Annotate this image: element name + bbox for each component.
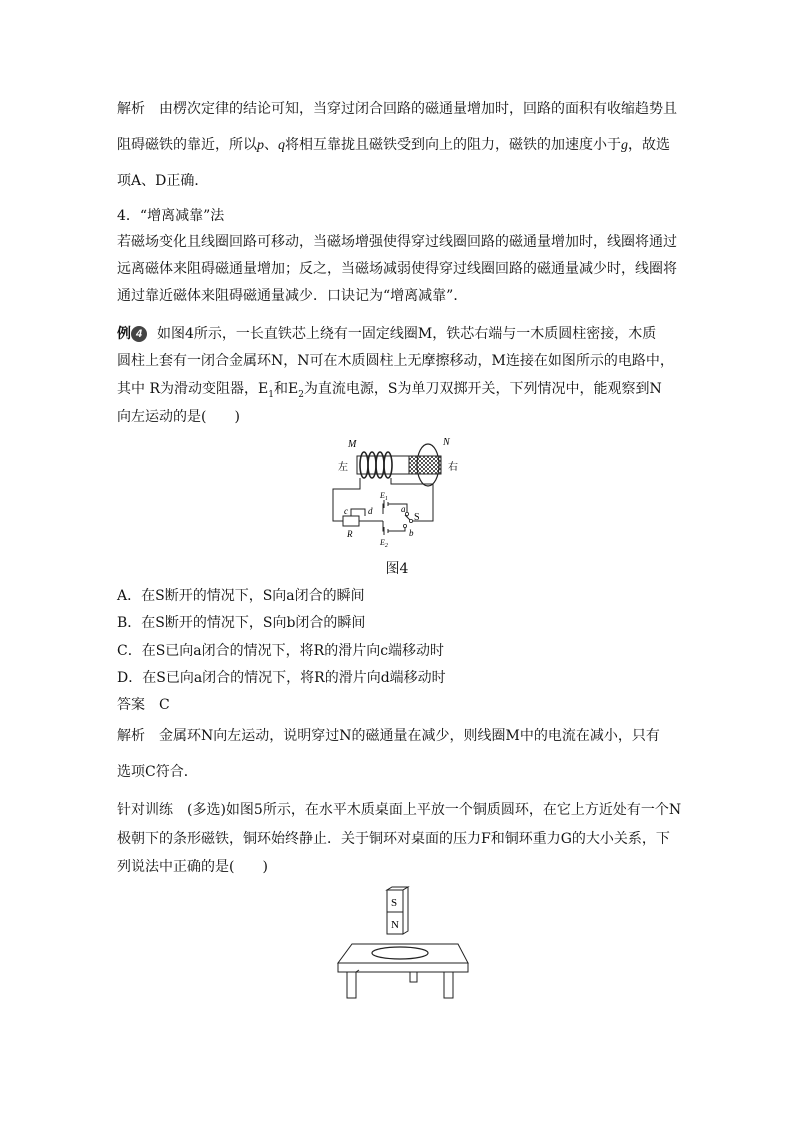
label-a: a: [401, 504, 406, 514]
example-line-3: 其中 R为滑动变阻器，$E_1$和$E_2$为直流电源，S为单刀双掷开关，下列情况中，能观察到N: [117, 381, 662, 400]
analysis-1-line-2: 阻碍磁铁的靠近，所以p、q将相互靠拢且磁铁受到向上的阻力，磁铁的加速度小于g，故选: [117, 137, 670, 153]
option-c: C．在S已向a闭合的情况下，将R的滑片向c端移动时: [117, 643, 445, 659]
analysis-1-line-1: 解析 由楞次定律的结论可知，当穿过闭合回路的磁通量增加时，回路的面积有收缩趋势且: [117, 101, 677, 117]
option-b: B．在S断开的情况下，S向b闭合的瞬间: [117, 615, 366, 631]
analysis-1-line-3: 项A、D正确．: [117, 173, 209, 189]
analysis-label: 解析: [117, 728, 145, 744]
option-d: D．在S已向a闭合的情况下，将R的滑片向d端移动时: [117, 670, 446, 686]
example-line-1: 例 4 如图4所示，一长直铁芯上绕有一固定线圈M，铁芯右端与一木质圆柱密接，木质: [117, 326, 657, 342]
analysis-2-line-2: 选项C符合．: [117, 764, 198, 780]
figure-5-diagram: [330, 886, 470, 1006]
label-e2: $E_2$: [380, 538, 388, 549]
example-label: 例: [117, 326, 131, 342]
label-b: b: [409, 528, 414, 538]
example-number-badge: 4: [131, 326, 147, 342]
answer-label: 答案: [117, 697, 145, 713]
training-line-1: 针对训练 (多选)如图5所示，在水平木质桌面上平放一个铜质圆环，在它上方近处有一个N: [117, 802, 682, 818]
answer-value: C: [159, 697, 170, 713]
wooden-cylinder: [409, 456, 441, 474]
section-line-2: 远离磁体来阻碍磁通量增加；反之，当磁场减弱使得穿过线圈回路的磁通量减少时，线圈将: [117, 261, 677, 277]
label-r: R: [347, 529, 353, 539]
option-a: A．在S断开的情况下，S向a闭合的瞬间: [117, 588, 365, 604]
training-line-3: 列说法中正确的是( ): [117, 859, 268, 875]
wooden-table: [338, 944, 468, 998]
label-left: 左: [338, 462, 348, 473]
magnet-s-label: S: [391, 897, 398, 909]
label-right: 右: [448, 462, 458, 473]
label-d: d: [368, 506, 373, 516]
example-line-4: 向左运动的是( ): [117, 409, 240, 425]
answer-line: [117, 695, 170, 715]
magnet-n-label: N: [391, 919, 399, 931]
section-line-3: 通过靠近磁体来阻碍磁通量减少．口诀记为“增离减靠”．: [117, 288, 468, 304]
label-n: N: [443, 437, 450, 448]
analysis-2-line-1: 解析 金属环N向左运动，说明穿过N的磁通量在减少，则线圈M中的电流在减小，只有: [117, 728, 660, 744]
figure-4-diagram: [325, 434, 475, 554]
label-e1: $E_1$: [380, 491, 388, 502]
section-heading: 4．“增离减靠”法: [117, 208, 225, 224]
example-line-2: 圆柱上套有一闭合金属环N，N可在木质圆柱上无摩擦移动，M连接在如图所示的电路中，: [117, 353, 674, 369]
analysis-label: 解析: [117, 101, 145, 117]
label-s: S: [414, 512, 420, 523]
section-line-1: 若磁场变化且线圈回路可移动，当磁场增强使得穿过线圈回路的磁通量增加时，线圈将通过: [117, 234, 677, 250]
training-line-2: 极朝下的条形磁铁，铜环始终静止．关于铜环对桌面的压力F和铜环重力G的大小关系，下: [117, 831, 670, 847]
label-c: c: [344, 506, 348, 516]
figure-4-caption: 图4: [385, 561, 409, 577]
label-m: M: [348, 439, 357, 450]
